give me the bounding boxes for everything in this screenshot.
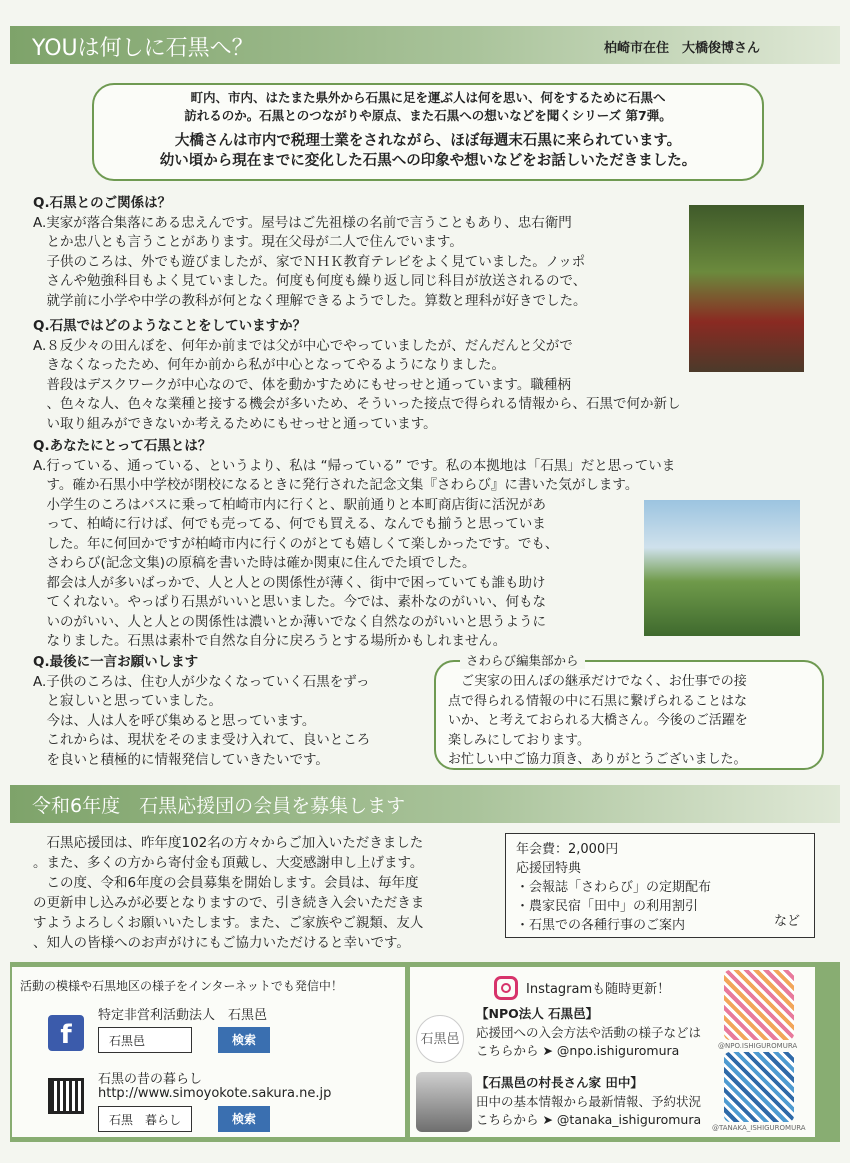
question: Q.石黒とのご関係は？ <box>33 195 172 211</box>
qa-4 <box>33 653 433 770</box>
question: Q.最後に一言お願いします <box>33 654 199 670</box>
question: Q.あなたにとって石黒とは？ <box>33 438 212 454</box>
site-label: 石黒の昔の暮らし <box>98 1072 203 1087</box>
recruit-body: 石黒応援団は、昨年度102名の方々からご加入いただきました 。また、多くの方から寄付金も頂戴し、大変感謝申し上げます。 この度、令和6年度の会員募集を開始します。会員は、毎年度 の更新申し込みが必要となりますので、引き続き入会いただきま すようよろしくお願いいたします。また、ご家族やご親類、友人 、知人の皆様へのお声がけにもご協力いただけると幸いです。 <box>33 835 425 951</box>
intro-line2: 大橋さんは市内で税理士業をされながら、ほぼ毎週末石黒に来られています。 幼い頃から現在までに変化した石黒への印象や想いなどをお話しいただきました。 <box>159 133 697 169</box>
npo-qr-code[interactable] <box>724 970 794 1040</box>
fb-label: 特定非営利活動法人 石黒邑 <box>98 1008 268 1023</box>
author: 柏崎市在住 大橋俊博さん <box>603 41 760 56</box>
field-photo <box>644 500 800 636</box>
qa-1 <box>33 194 693 311</box>
answer: A.行っている、通っている、というより、私は “帰っている” です。私の本拠地は「石黒」だと思っていま す。確か石黒小中学校が閉校になるときに発行された記念文集『さわらび』に書いた気がします。 小学生のころはバスに乗って柏崎市内に行くと、駅前通りと本町商店街に活況があ って、柏崎に行けば、何でも売ってる、何でも買える、なんでも揃うと思っていま した。年に何回かですが柏崎市内に行くのがとても嬉しくて楽しかったです。でも、 さわらび(記念文集)の原稿を書いた時は確か関東に住んでた頃でした。 都会は人が多いばっかで、人と人との関係性が薄く、街中で困っていても誰も助け てくれない。やっぱり石黒がいいと思いました。今では、素朴なのがいい、何もな いのがいい、人と人との関係性は濃いとか薄いでなく自然なのがいいと思うように なりました。石黒は素朴で自然な自分に戻ろうとする場所かもしれません。 <box>33 457 676 649</box>
header-band <box>10 26 840 64</box>
site-search-button[interactable]: 検索 <box>218 1106 270 1132</box>
recruit-title: 令和6年度 石黒応援団の会員を募集します <box>32 795 406 817</box>
intro-line1: 町内、市内、はたまた県外から石黒に足を運ぶ人は何を思い、何をするために石黒へ 訪れるのか。石黒とのつながりや原点、また石黒への想いなどを聞くシリーズ 第7弾。 <box>184 90 672 123</box>
qa-2 <box>33 317 823 434</box>
fee-box <box>505 833 815 938</box>
editor-box <box>434 660 824 770</box>
answer: A.８反少々の田んぼを、何年か前までは父が中心でやっていましたが、だんだんと父がで きなくなったため、何年か前から私が中心となってやるようになりました。 普段はデスクワークが中心なので、体を動かすためにもせっせと通っています。職種柄 、色々な人、色々な業種と接する機会が多いため、そういった接点で得られる情報から、石黒で何か新し い取り組みができないか考えるためにもせっせと通っています。 <box>33 337 681 432</box>
tanaka-title: 【石黒邑の村長さん家 田中】 <box>476 1075 643 1090</box>
tanaka-qr-label: @TANAKA_ISHIGUROMURA <box>712 1124 806 1132</box>
benefit-item: ・会報誌「さわらび」の定期配布 <box>516 880 712 895</box>
instagram-title: Instagramも随時更新！ <box>526 982 671 997</box>
qr-code-icon <box>48 1078 84 1114</box>
tanaka-text: 田中の基本情報から最新情報、予約状況 こちらから ➤ @tanaka_ishiguromura <box>476 1094 702 1127</box>
benefit-item: ・石黒での各種行事のご案内 <box>516 918 686 933</box>
fb-search-button[interactable]: 検索 <box>218 1027 270 1053</box>
answer: A.実家が落合集落にある忠えんです。屋号はご先祖様の名前で言うこともあり、忠右衛門 とか忠八とも言うことがあります。現在父母が二人で住んでいます。 子供のころは、外でも遊びましたが、家でＮＨＫ教育テレビをよく見ていました。ノッポ さんや勉強科目もよく見ていました。何度も何度も繰り返し同じ科目が放送されるので、 就学前に小学や中学の教科が何となく理解できるようでした。算数と理科が好きでした。 <box>33 214 587 309</box>
npo-title: 【NPO法人 石黒邑】 <box>476 1006 599 1021</box>
site-search-field[interactable]: 石黒 暮らし <box>98 1106 192 1132</box>
page-title: YOUは何しに石黒へ？ <box>32 36 254 61</box>
fb-search-field[interactable]: 石黒邑 <box>98 1027 192 1053</box>
benefits-end: など <box>773 914 800 929</box>
recruit-band <box>10 785 840 823</box>
tanaka-qr-code[interactable] <box>724 1052 794 1122</box>
fee-amount: 年会費：2,000円 <box>516 842 619 857</box>
instagram-icon <box>494 976 518 1000</box>
house-photo <box>416 1072 472 1132</box>
web-heading: 活動の模様や石黒地区の様子をインターネットでも発信中！ <box>20 979 343 993</box>
npo-qr-label: @NPO.ISHIGUROMURA <box>718 1042 798 1050</box>
editor-tag: さわらび編集部から <box>460 651 585 669</box>
question: Q.石黒ではどのようなことをしていますか？ <box>33 318 307 334</box>
benefit-item: ・農家民宿「田中」の利用割引 <box>516 899 699 914</box>
benefits-title: 応援団特典 <box>516 861 582 876</box>
ishiguromura-logo: 石黒邑 <box>416 1015 464 1063</box>
facebook-icon[interactable]: f <box>48 1015 84 1051</box>
answer: A.子供のころは、住む人が少なくなっていく石黒をずっ と寂しいと思っていました。 今は、人は人を呼び集めると思っています。 これからは、現状をそのまま受け入れて、良いところ を良いと積極的に情報発信していきたいです。 <box>33 673 371 768</box>
intro-box <box>92 83 764 181</box>
npo-text: 応援団への入会方法や活動の様子などは こちらから ➤ @npo.ishiguromura <box>476 1025 702 1058</box>
editor-text: ご実家の田んぼの継承だけでなく、お仕事での接 点で得られる情報の中に石黒に繋げられることはな いか、と考えておられる大橋さん。今後のご活躍を 楽しみにしております。 お忙しい中ご協力頂き、ありがとうございました。 <box>448 674 748 767</box>
site-url[interactable]: http://www.simoyokote.sakura.ne.jp <box>98 1086 332 1101</box>
